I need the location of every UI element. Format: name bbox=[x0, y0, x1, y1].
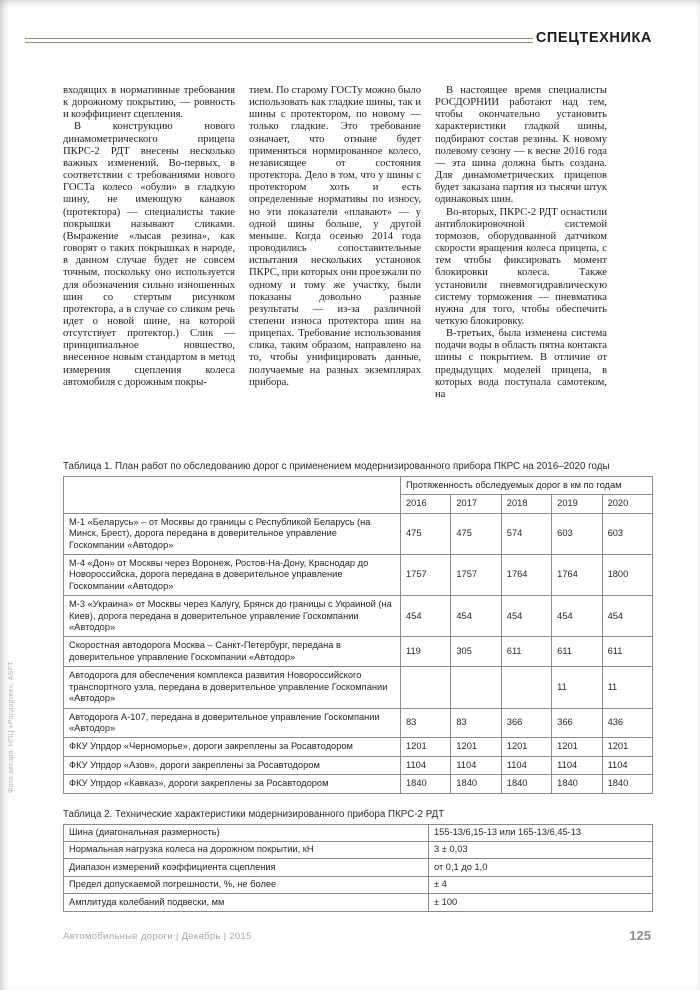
year-value-cell: 1201 bbox=[501, 738, 551, 756]
table2-technical-specs bbox=[63, 824, 653, 912]
section-title: СПЕЦТЕХНИКА bbox=[535, 30, 652, 46]
article-paragraph: В настоящее время специалисты РОСДОРНИИ работают над тем, чтобы окончательно установить характеристики гладкой шины, подбирают состав резины. К новому полевому сезону — к весне 2016 года — эта шина должна быть создана. Для динамометрических прицепов будет заказана партия из тысячи штук одинаковых шин. bbox=[435, 85, 607, 206]
year-value-cell: 1201 bbox=[401, 738, 451, 756]
year-value-cell: 1840 bbox=[501, 775, 551, 793]
spec-label-cell: Нормальная нагрузка колеса на дорожном покрытии, кН bbox=[64, 841, 429, 858]
spec-value-cell: ± 100 bbox=[429, 894, 653, 911]
table1-road-survey-plan bbox=[63, 476, 653, 794]
year-value-cell: 454 bbox=[552, 596, 602, 637]
year-value-cell: 611 bbox=[602, 637, 652, 667]
road-label-cell: Автодорога А-107, передана в доверительное управление Госкомпании «Автодор» bbox=[64, 708, 401, 738]
year-value-cell: 454 bbox=[501, 596, 551, 637]
road-label-cell: ФКУ Упрдор «Кавказ», дороги закреплены за Росавтодором bbox=[64, 775, 401, 793]
spec-value-cell: 155-13/6,15-13 или 165-13/6,45-13 bbox=[429, 824, 653, 841]
table1-year-header: 2016 bbox=[401, 495, 451, 513]
year-value-cell bbox=[401, 667, 451, 708]
year-value-cell: 1800 bbox=[602, 555, 652, 596]
spec-value-cell: ± 4 bbox=[429, 876, 653, 893]
table-row bbox=[64, 708, 653, 738]
year-value-cell: 574 bbox=[501, 513, 551, 554]
year-value-cell: 1840 bbox=[401, 775, 451, 793]
table1-year-header: 2019 bbox=[552, 495, 602, 513]
table1-year-header: 2018 bbox=[501, 495, 551, 513]
year-value-cell: 1104 bbox=[501, 756, 551, 774]
road-label-cell: М-3 «Украина» от Москвы через Калугу, Брянск до границы с Украиной (на Киев), дорога передана в доверительное управление Госкомпании «Автодор» bbox=[64, 596, 401, 637]
year-value-cell: 1104 bbox=[401, 756, 451, 774]
footer-journal-line: Автомобильные дороги | Декабрь | 2015 bbox=[63, 931, 252, 942]
article-column-1 bbox=[63, 85, 235, 457]
table-row bbox=[64, 555, 653, 596]
table-row bbox=[64, 824, 653, 841]
table-row bbox=[64, 841, 653, 858]
year-value-cell bbox=[451, 667, 501, 708]
road-label-cell: М-4 «Дон» от Москвы через Воронеж, Ростов-На-Дону, Краснодар до Новороссийска, дорога передана в доверительное управление Госкомпании «Автодор» bbox=[64, 555, 401, 596]
table1-group-header-row bbox=[64, 477, 653, 495]
year-value-cell: 11 bbox=[602, 667, 652, 708]
article-paragraph: В-третьих, была изменена система подачи воды в область пятна контакта шины с покрытием. В отличие от предыдущих моделей прицепа, в которых вода поступала самотеком, на bbox=[435, 328, 607, 400]
year-value-cell: 1764 bbox=[552, 555, 602, 596]
year-value-cell: 305 bbox=[451, 637, 501, 667]
article-body bbox=[63, 85, 652, 457]
year-value-cell: 475 bbox=[451, 513, 501, 554]
table-row bbox=[64, 738, 653, 756]
year-value-cell: 1104 bbox=[602, 756, 652, 774]
header-double-rule bbox=[25, 38, 533, 43]
spec-label-cell: Шина (диагональная размерность) bbox=[64, 824, 429, 841]
photo-credit: Фото автора, НПЦ «Росдортех», ASFT bbox=[8, 661, 15, 793]
page-number: 125 bbox=[629, 928, 651, 943]
spec-value-cell: от 0,1 до 1,0 bbox=[429, 859, 653, 876]
year-value-cell: 1757 bbox=[401, 555, 451, 596]
table1-year-header: 2020 bbox=[602, 495, 652, 513]
year-value-cell: 603 bbox=[552, 513, 602, 554]
year-value-cell: 454 bbox=[451, 596, 501, 637]
year-value-cell: 366 bbox=[552, 708, 602, 738]
spec-value-cell: 3 ± 0,03 bbox=[429, 841, 653, 858]
year-value-cell: 1840 bbox=[602, 775, 652, 793]
article-paragraph: В конструкцию нового динамометрического прицепа ПКРС-2 РДТ внесены несколько важных изменений. Во-первых, в соответствии с требованиями нового ГОСТа колесо «обули» в гладкую шину, не имеющую канавок (протектора) — специалисты такие покрышки называют сликами. (Выражение «лысая резина», как говорят о таких покрышках в народе, в данном случае будет не совсем точным, поскольку оно используется для обозначения сильно изношенных шин со стертым рисунком протектора, а в случае со сликом речь идет о новой шине, на которой отсутствует протектор.) Слик — принципиальное новшество, внесенное новым стандартом в метод измерения сцепления колеса автомобиля с дорожным покры- bbox=[63, 121, 235, 388]
year-value-cell: 1104 bbox=[552, 756, 602, 774]
year-value-cell: 83 bbox=[401, 708, 451, 738]
year-value-cell: 1840 bbox=[451, 775, 501, 793]
year-value-cell: 1104 bbox=[451, 756, 501, 774]
article-paragraph: Во-вторых, ПКРС-2 РДТ оснастили антиблокировочной системой тормозов, оборудованной датчиком скорости вращения колеса прицепа, с тем чтобы фиксировать момент блокировки колеса. Также установили пневмогидравлическую систему торможения — пневматика нужна для того, чтобы обеспечить четкую блокировку. bbox=[435, 206, 607, 327]
table-row bbox=[64, 876, 653, 893]
year-value-cell: 366 bbox=[501, 708, 551, 738]
year-value-cell: 454 bbox=[602, 596, 652, 637]
road-label-cell: Скоростная автодорога Москва – Санкт-Петербург, передана в доверительное управление Госкомпании «Автодор» bbox=[64, 637, 401, 667]
year-value-cell: 11 bbox=[552, 667, 602, 708]
road-label-cell: М-1 «Беларусь» – от Москвы до границы с Республикой Беларусь (на Минск, Брест), дорога передана в доверительное управление Госкомпании «Автодор» bbox=[64, 513, 401, 554]
table-row bbox=[64, 667, 653, 708]
year-value-cell: 1201 bbox=[451, 738, 501, 756]
year-value-cell: 1840 bbox=[552, 775, 602, 793]
table2-caption: Таблица 2. Технические характеристики модернизированного прибора ПКРС-2 РДТ bbox=[63, 808, 445, 820]
road-label-cell: ФКУ Упрдор «Азов», дороги закреплены за Росавтодором bbox=[64, 756, 401, 774]
table-row bbox=[64, 596, 653, 637]
table-row bbox=[64, 637, 653, 667]
table-row bbox=[64, 775, 653, 793]
year-value-cell: 611 bbox=[501, 637, 551, 667]
year-value-cell: 1201 bbox=[552, 738, 602, 756]
article-paragraph: тием. По старому ГОСТу можно было использовать как гладкие шины, так и шины с протектором, по новому — только гладкие. Это требование означает, что отныне будет применяться нормированное колесо, независящее от состояния протектора. Дело в том, что у шины с протектором хоть и есть определенные нормативы по износу, но эти показатели «плавают» — у одной шины больше, у другой меньше. Когда осенью 2014 года проводились сопоставительные испытания нескольких установок ПКРС, при которых они проезжали по одному и тому же участку, были показаны довольно разные результаты — из-за различной степени износа протектора шин на прицепах. Требование использования слика, таким образом, направлено на то, чтобы унифицировать данные, получаемые на разных экземплярах прибора. bbox=[249, 85, 421, 388]
year-value-cell: 603 bbox=[602, 513, 652, 554]
spec-label-cell: Диапазон измерений коэффициента сцепления bbox=[64, 859, 429, 876]
article-column-2 bbox=[249, 85, 421, 457]
article-column-3 bbox=[435, 85, 607, 457]
road-label-cell: ФКУ Упрдор «Черноморье», дороги закреплены за Росавтодором bbox=[64, 738, 401, 756]
table1-group-header: Протяженность обследуемых дорог в км по годам bbox=[401, 477, 653, 495]
spec-label-cell: Предел допускаемой погрешности, %, не более bbox=[64, 876, 429, 893]
year-value-cell: 1757 bbox=[451, 555, 501, 596]
year-value-cell: 475 bbox=[401, 513, 451, 554]
table-row bbox=[64, 859, 653, 876]
table-row bbox=[64, 756, 653, 774]
year-value-cell: 83 bbox=[451, 708, 501, 738]
year-value-cell: 611 bbox=[552, 637, 602, 667]
year-value-cell: 436 bbox=[602, 708, 652, 738]
year-value-cell: 1764 bbox=[501, 555, 551, 596]
tables-section bbox=[63, 461, 652, 912]
table-row bbox=[64, 513, 653, 554]
year-value-cell: 454 bbox=[401, 596, 451, 637]
table1-caption: Таблица 1. План работ по обследованию дорог с применением модернизированного прибора ПКРС на 2016–2020 годы bbox=[63, 461, 610, 472]
road-label-cell: Автодорога для обеспечения комплекса развития Новороссийского транспортного узла, передана в доверительное управление Госкомпании «Автодор» bbox=[64, 667, 401, 708]
spec-label-cell: Амплитуда колебаний подвески, мм bbox=[64, 894, 429, 911]
year-value-cell: 1201 bbox=[602, 738, 652, 756]
table1-empty-header-cell bbox=[64, 477, 401, 514]
table-row bbox=[64, 894, 653, 911]
year-value-cell: 119 bbox=[401, 637, 451, 667]
article-paragraph: входящих в нормативные требования к дорожному покрытию, — ровность и коэффициент сцепления. bbox=[63, 85, 235, 121]
table1-year-header: 2017 bbox=[451, 495, 501, 513]
year-value-cell bbox=[501, 667, 551, 708]
